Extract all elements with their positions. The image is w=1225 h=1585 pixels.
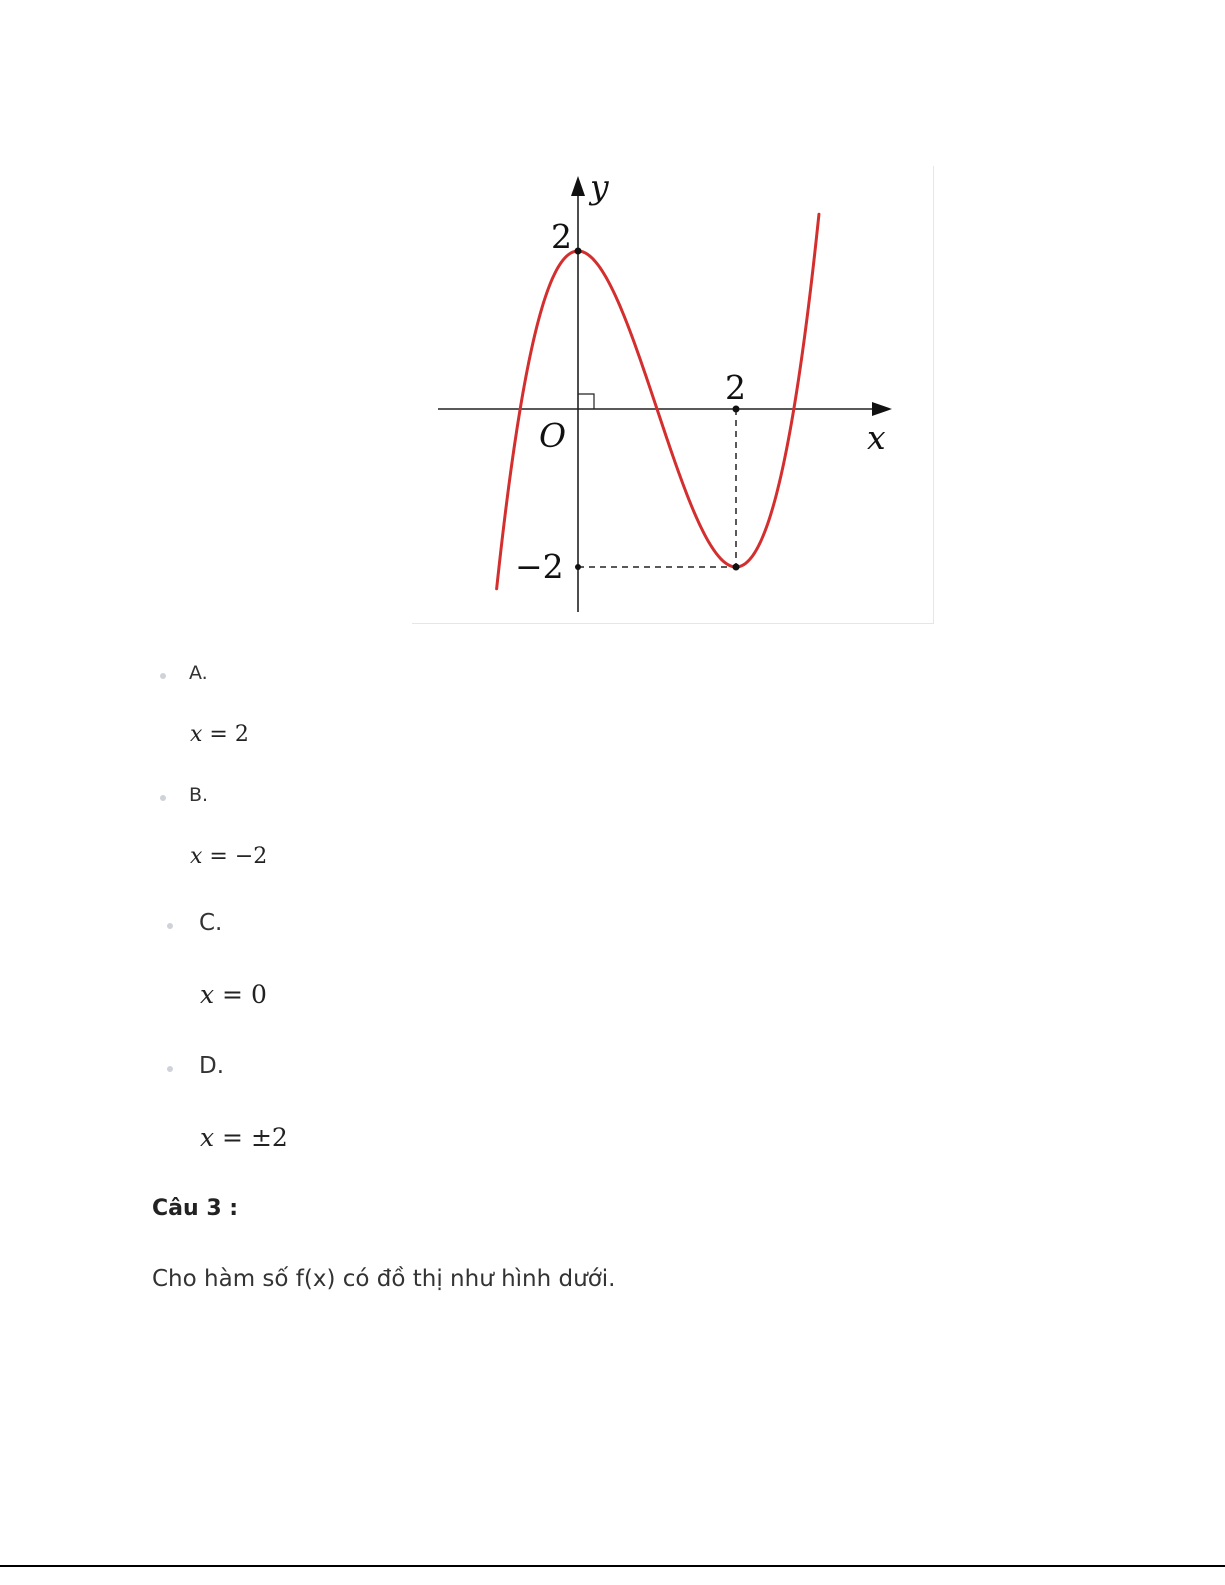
option-a-math: x = 2 — [190, 722, 249, 747]
function-graph — [412, 166, 934, 624]
option-c-math: x = 0 — [200, 980, 267, 1009]
option-d-letter: D. — [199, 1053, 225, 1079]
function-curve — [497, 214, 819, 589]
question-text: Cho hàm số f(x) có đồ thị như hình dưới. — [152, 1266, 616, 1292]
option-b-bullet — [160, 795, 166, 801]
option-a-letter: A. — [189, 662, 208, 684]
option-c-bullet — [167, 923, 173, 929]
point-y-neg2 — [575, 564, 581, 570]
option-b-math: x = −2 — [190, 844, 268, 869]
graph-svg — [412, 166, 934, 624]
x-axis-arrow — [872, 402, 892, 416]
option-d-math: x = ±2 — [200, 1123, 288, 1152]
option-d-bullet — [167, 1066, 173, 1072]
tick-label-y-2: 2 — [551, 217, 572, 256]
axis-y-label: y — [590, 167, 609, 206]
option-c-letter: C. — [199, 910, 223, 936]
point-min — [733, 564, 740, 571]
axis-x-label: x — [867, 418, 886, 457]
option-b-letter: B. — [189, 784, 209, 806]
point-max — [575, 248, 582, 255]
tick-label-x-2: 2 — [725, 368, 746, 407]
right-angle-mark — [578, 394, 594, 409]
question-heading: Câu 3 : — [152, 1196, 239, 1221]
page-bottom-rule — [0, 1565, 1225, 1567]
y-axis-arrow — [571, 176, 585, 196]
origin-label: O — [539, 416, 567, 455]
tick-label-y-neg2: −2 — [515, 547, 564, 586]
option-a-bullet — [160, 673, 166, 679]
